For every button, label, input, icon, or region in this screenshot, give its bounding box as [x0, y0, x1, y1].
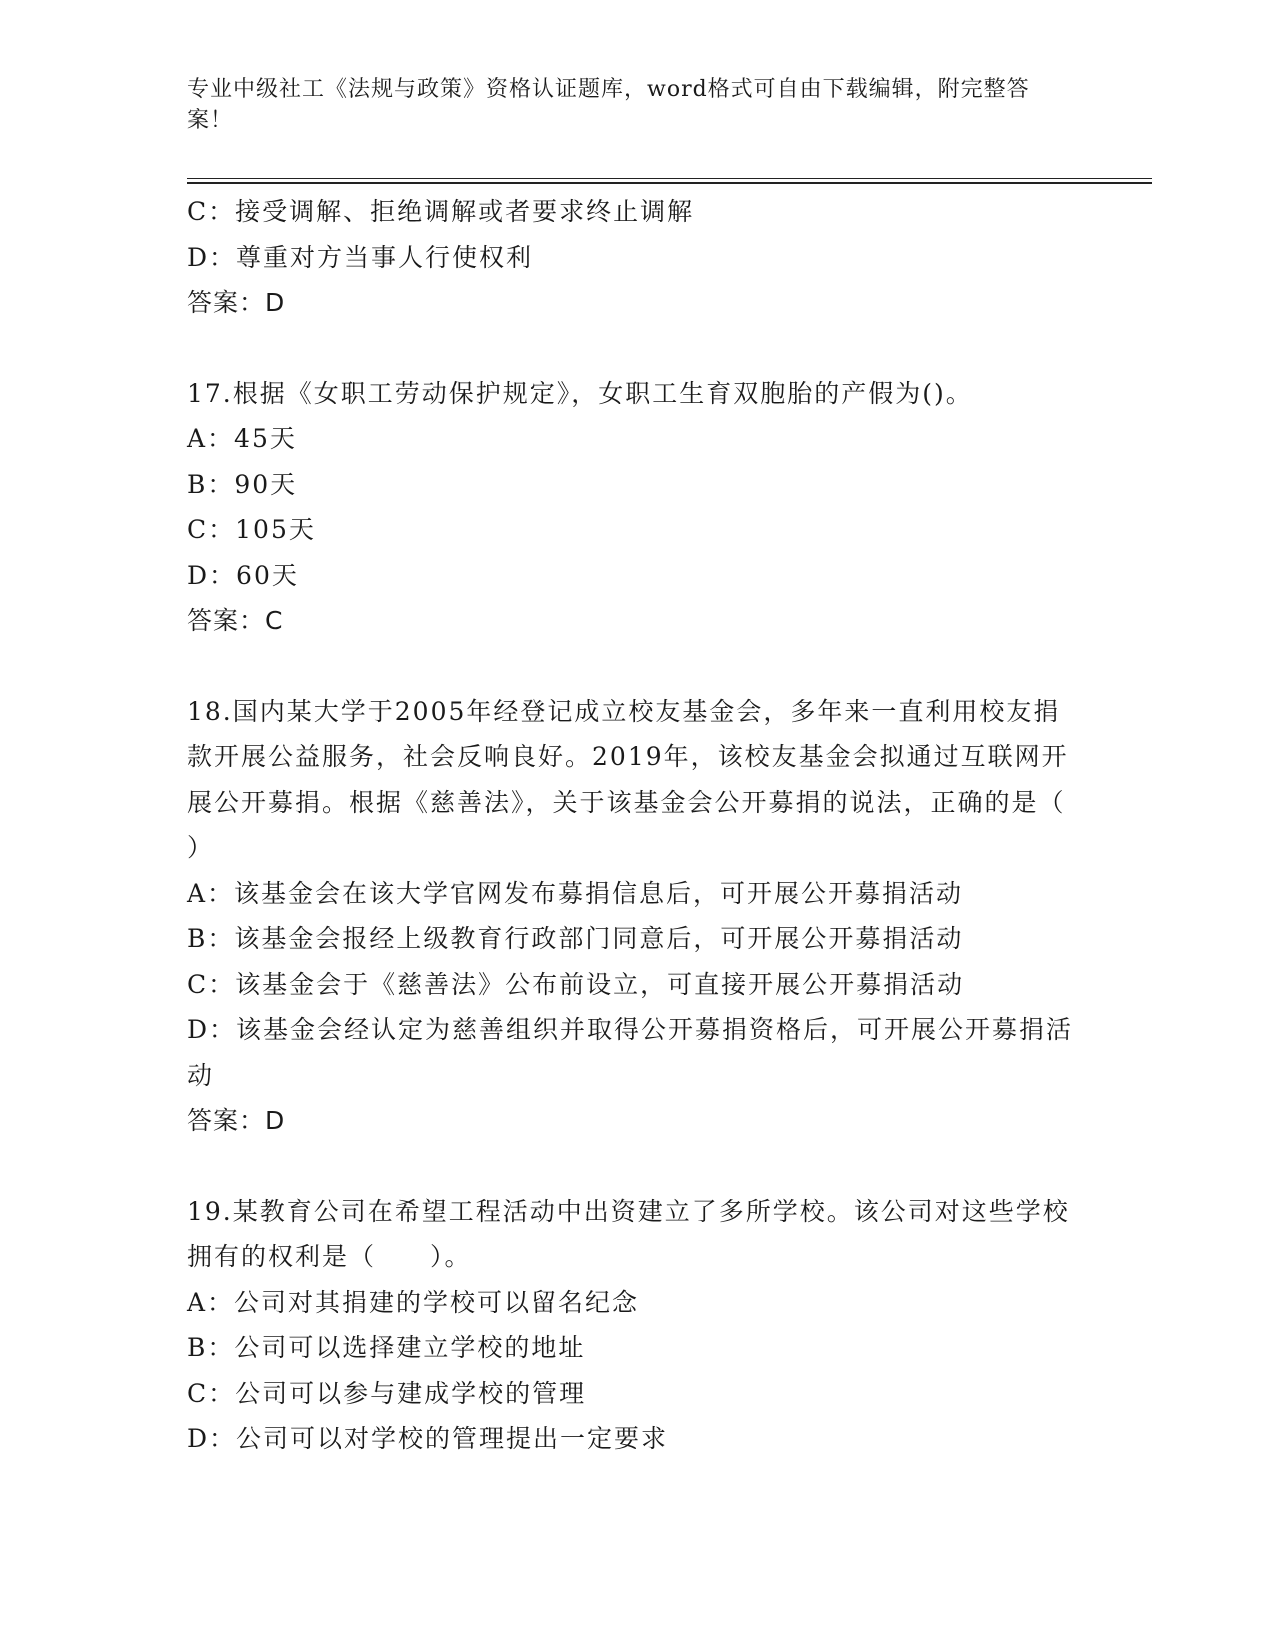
- question-content: [187, 189, 1087, 1462]
- q19-option-d: D：公司可以对学校的管理提出一定要求: [187, 1424, 669, 1453]
- q18-option-c: C：该基金会于《慈善法》公布前设立，可直接开展公开募捐活动: [187, 969, 965, 999]
- page-header: 专业中级社工《法规与政策》资格认证题库，word格式可自由下载编辑，附完整答案！: [187, 77, 1030, 133]
- header-rule-thick: [187, 182, 1152, 184]
- spacer: [187, 644, 1087, 689]
- q17-question: 17.根据《女职工劳动保护规定》，女职工生育双胞胎的产假为()。: [187, 378, 973, 408]
- q18-question: 18.国内某大学于2005年经登记成立校友基金会，多年来一直利用校友捐款开展公益服务，社会反响良好。2019年，该校友基金会拟通过互联网开展公开募捐。根据《慈善法》，关于该基金会公开募捐的说法，正确的是（ ）: [187, 696, 1069, 862]
- q19-option-b: B：公司可以选择建立学校的地址: [187, 1333, 586, 1362]
- q16-option-d: D：尊重对方当事人行使权利: [187, 242, 534, 272]
- q17-option-a: A：45天: [187, 424, 297, 453]
- q18-answer: 答案：D: [187, 1106, 286, 1135]
- spacer: [187, 326, 1087, 371]
- q17-option-b: B：90天: [187, 469, 298, 499]
- q17-answer: 答案：C: [187, 606, 284, 635]
- q19-option-c: C：公司可以参与建成学校的管理: [187, 1378, 587, 1408]
- q16-option-c: C：接受调解、拒绝调解或者要求终止调解: [187, 197, 695, 226]
- q18-option-a: A：该基金会在该大学官网发布募捐信息后，可开展公开募捐活动: [187, 878, 964, 908]
- header-rule-thin: [187, 178, 1152, 179]
- q19-option-a: A：公司对其捐建的学校可以留名纪念: [187, 1287, 640, 1317]
- q18-option-d: D：该基金会经认定为慈善组织并取得公开募捐资格后，可开展公开募捐活动: [187, 1015, 1074, 1090]
- q18-option-b: B：该基金会报经上级教育行政部门同意后，可开展公开募捐活动: [187, 924, 964, 953]
- q16-answer: 答案：D: [187, 288, 286, 317]
- spacer: [187, 1144, 1087, 1189]
- q17-option-c: C：105天: [187, 515, 316, 544]
- q19-question: 19.某教育公司在希望工程活动中出资建立了多所学校。该公司对这些学校拥有的权利是（ ）。: [187, 1196, 1070, 1271]
- q17-option-d: D：60天: [187, 560, 299, 590]
